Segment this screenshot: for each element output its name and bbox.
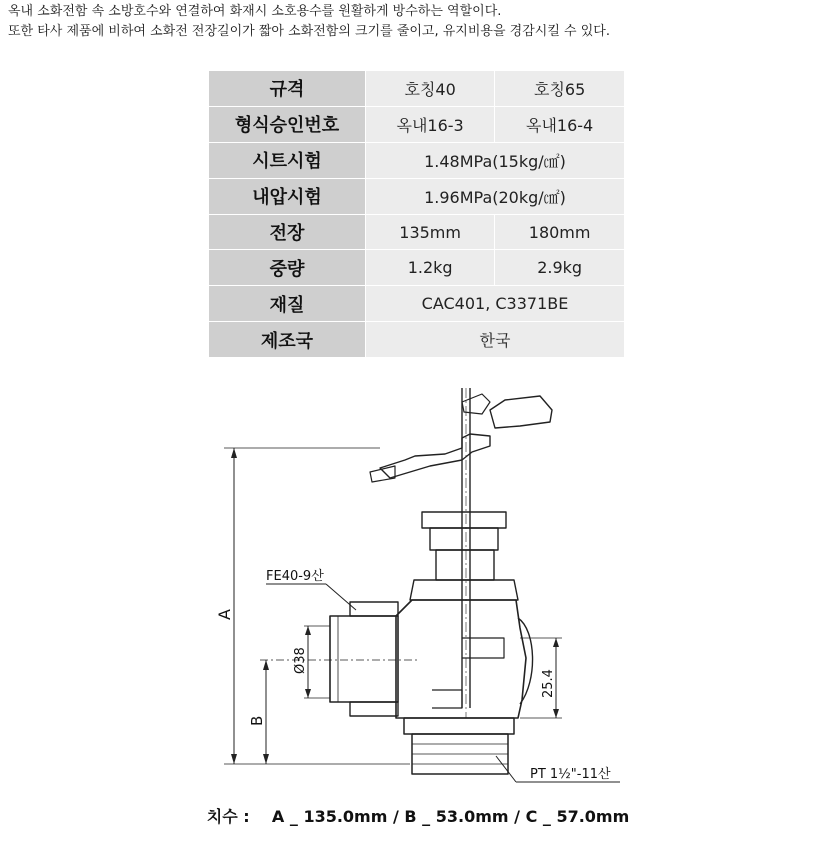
spec-row [209, 214, 624, 250]
spec-row-value: CAC401, C3371BE [366, 286, 625, 322]
spec-table [209, 71, 624, 358]
label-b: B [248, 715, 266, 726]
spec-row [209, 286, 624, 322]
spec-row-value: 1.96MPa(20kg/㎠) [366, 178, 625, 214]
intro-line-1: 옥내 소화전함 속 소방호수와 연결하여 화재시 소호용수를 원활하게 방수하는 역할이다. [8, 4, 502, 19]
spec-row-label: 규격 [209, 71, 366, 106]
spec-row-label: 재질 [209, 286, 366, 322]
spec-row-label: 전장 [209, 214, 366, 250]
spec-row-label: 제조국 [209, 322, 366, 358]
spec-row-value: 옥내16-3 [366, 106, 495, 142]
dimensions-line [0, 804, 836, 827]
spec-row-value: 한국 [366, 322, 625, 358]
valve-drawing [200, 388, 620, 800]
intro-text [8, 2, 610, 42]
spec-row-value: 호칭65 [495, 71, 624, 106]
spec-row [209, 322, 624, 358]
spec-row-value: 1.2kg [366, 250, 495, 286]
label-fe40: FE40-9산 [266, 569, 324, 584]
dimension-sep-1: / [392, 807, 399, 826]
spec-row-label: 시트시험 [209, 142, 366, 178]
spec-row-label: 형식승인번호 [209, 106, 366, 142]
spec-row [209, 71, 624, 106]
spec-row-value: 2.9kg [495, 250, 624, 286]
dimension-c: C _ 57.0mm [525, 807, 630, 826]
dimension-b: B _ 53.0mm [404, 807, 509, 826]
label-diameter-38: Ø38 [293, 647, 308, 674]
spec-row [209, 106, 624, 142]
spec-row-value: 180mm [495, 214, 624, 250]
label-25-4: 25.4 [541, 669, 556, 698]
dimension-a: A _ 135.0mm [271, 807, 388, 826]
dimension-sep-2: / [514, 807, 520, 826]
intro-line-2: 또한 타사 제품에 비하여 소화전 전장길이가 짧아 소화전함의 크기를 줄이고, 유지비용을 경감시킬 수 있다. [8, 24, 610, 39]
spec-row-value: 1.48MPa(15kg/㎠) [366, 142, 625, 178]
spec-row-label: 내압시험 [209, 178, 366, 214]
spec-row-label: 중량 [209, 250, 366, 286]
dimensions-prefix: 치수 : [206, 807, 250, 826]
spec-row [209, 250, 624, 286]
spec-row-value: 호칭40 [366, 71, 495, 106]
spec-row [209, 178, 624, 214]
label-a: A [215, 609, 234, 620]
spec-row-value: 135mm [366, 214, 495, 250]
label-pt-thread: PT 1½"-11산 [530, 767, 611, 782]
spec-row-value: 옥내16-4 [495, 106, 624, 142]
spec-row [209, 142, 624, 178]
